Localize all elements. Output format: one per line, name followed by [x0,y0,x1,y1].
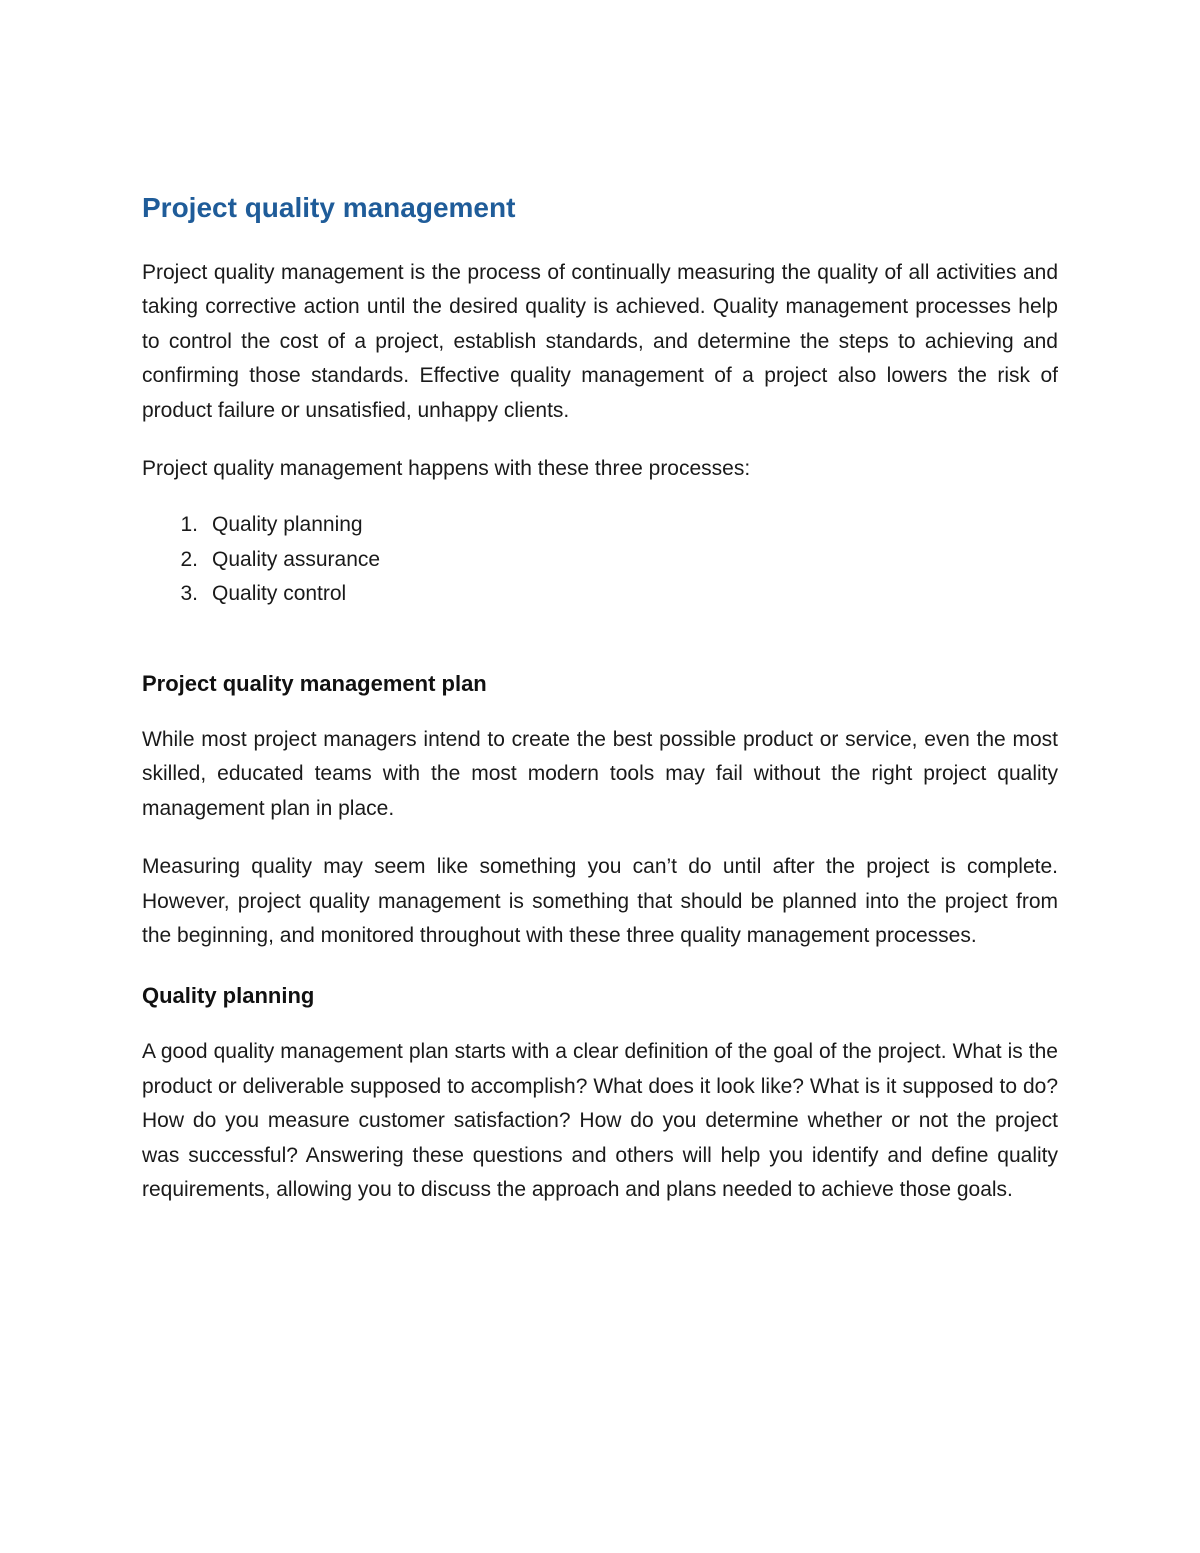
plan-paragraph-1: While most project managers intend to create the best possible product or service, even the most skilled, educated teams with the most modern tools may fail without the right project quality management plan in place. [142,728,1058,820]
quality-planning-paragraph: A good quality management plan starts with a clear definition of the goal of the project. What is the product or deliverable supposed to accomplish? What does it look like? What is it supposed to do? How do you measure customer satisfaction? How do you determine whether or not the project was successful? Answering these questions and others will help you identify and define quality requirements, allowing you to discuss the approach and plans needed to achieve those goals. [142,1040,1058,1202]
list-item [142,577,1058,611]
list-item-number: 2. [180,547,198,571]
list-item-label: Quality planning [212,513,363,537]
list-item-number: 3. [180,581,198,605]
plan-paragraph-2: Measuring quality may seem like something you can’t do until after the project is complete. However, project quality management is something that should be planned into the project from the beginning, and monitored throughout with these three quality management processes. [142,855,1058,948]
list-item-label: Quality assurance [212,547,381,571]
document-page [142,188,1058,1232]
list-item-number: 1. [180,513,198,537]
intro-paragraph: Project quality management is the process of continually measuring the quality of all activities and taking corrective action until the desired quality is achieved. Quality management processes help to control the cost of a project, establish standards, and determine the steps to achieving and confirming those standards. Effective quality management of a project also lowers the risk of product failure or unsatisfied, unhappy clients. [142,261,1058,422]
processes-intro-paragraph: Project quality management happens with these three processes: [142,457,751,481]
processes-list [142,508,1058,611]
list-item [142,508,1058,542]
section-heading-plan: Project quality management plan [142,671,487,697]
page-title: Project quality management [142,192,516,223]
section-heading-quality-planning: Quality planning [142,983,315,1009]
list-item [142,543,1058,577]
list-item-label: Quality control [212,581,347,605]
section-spacer [142,611,1058,669]
